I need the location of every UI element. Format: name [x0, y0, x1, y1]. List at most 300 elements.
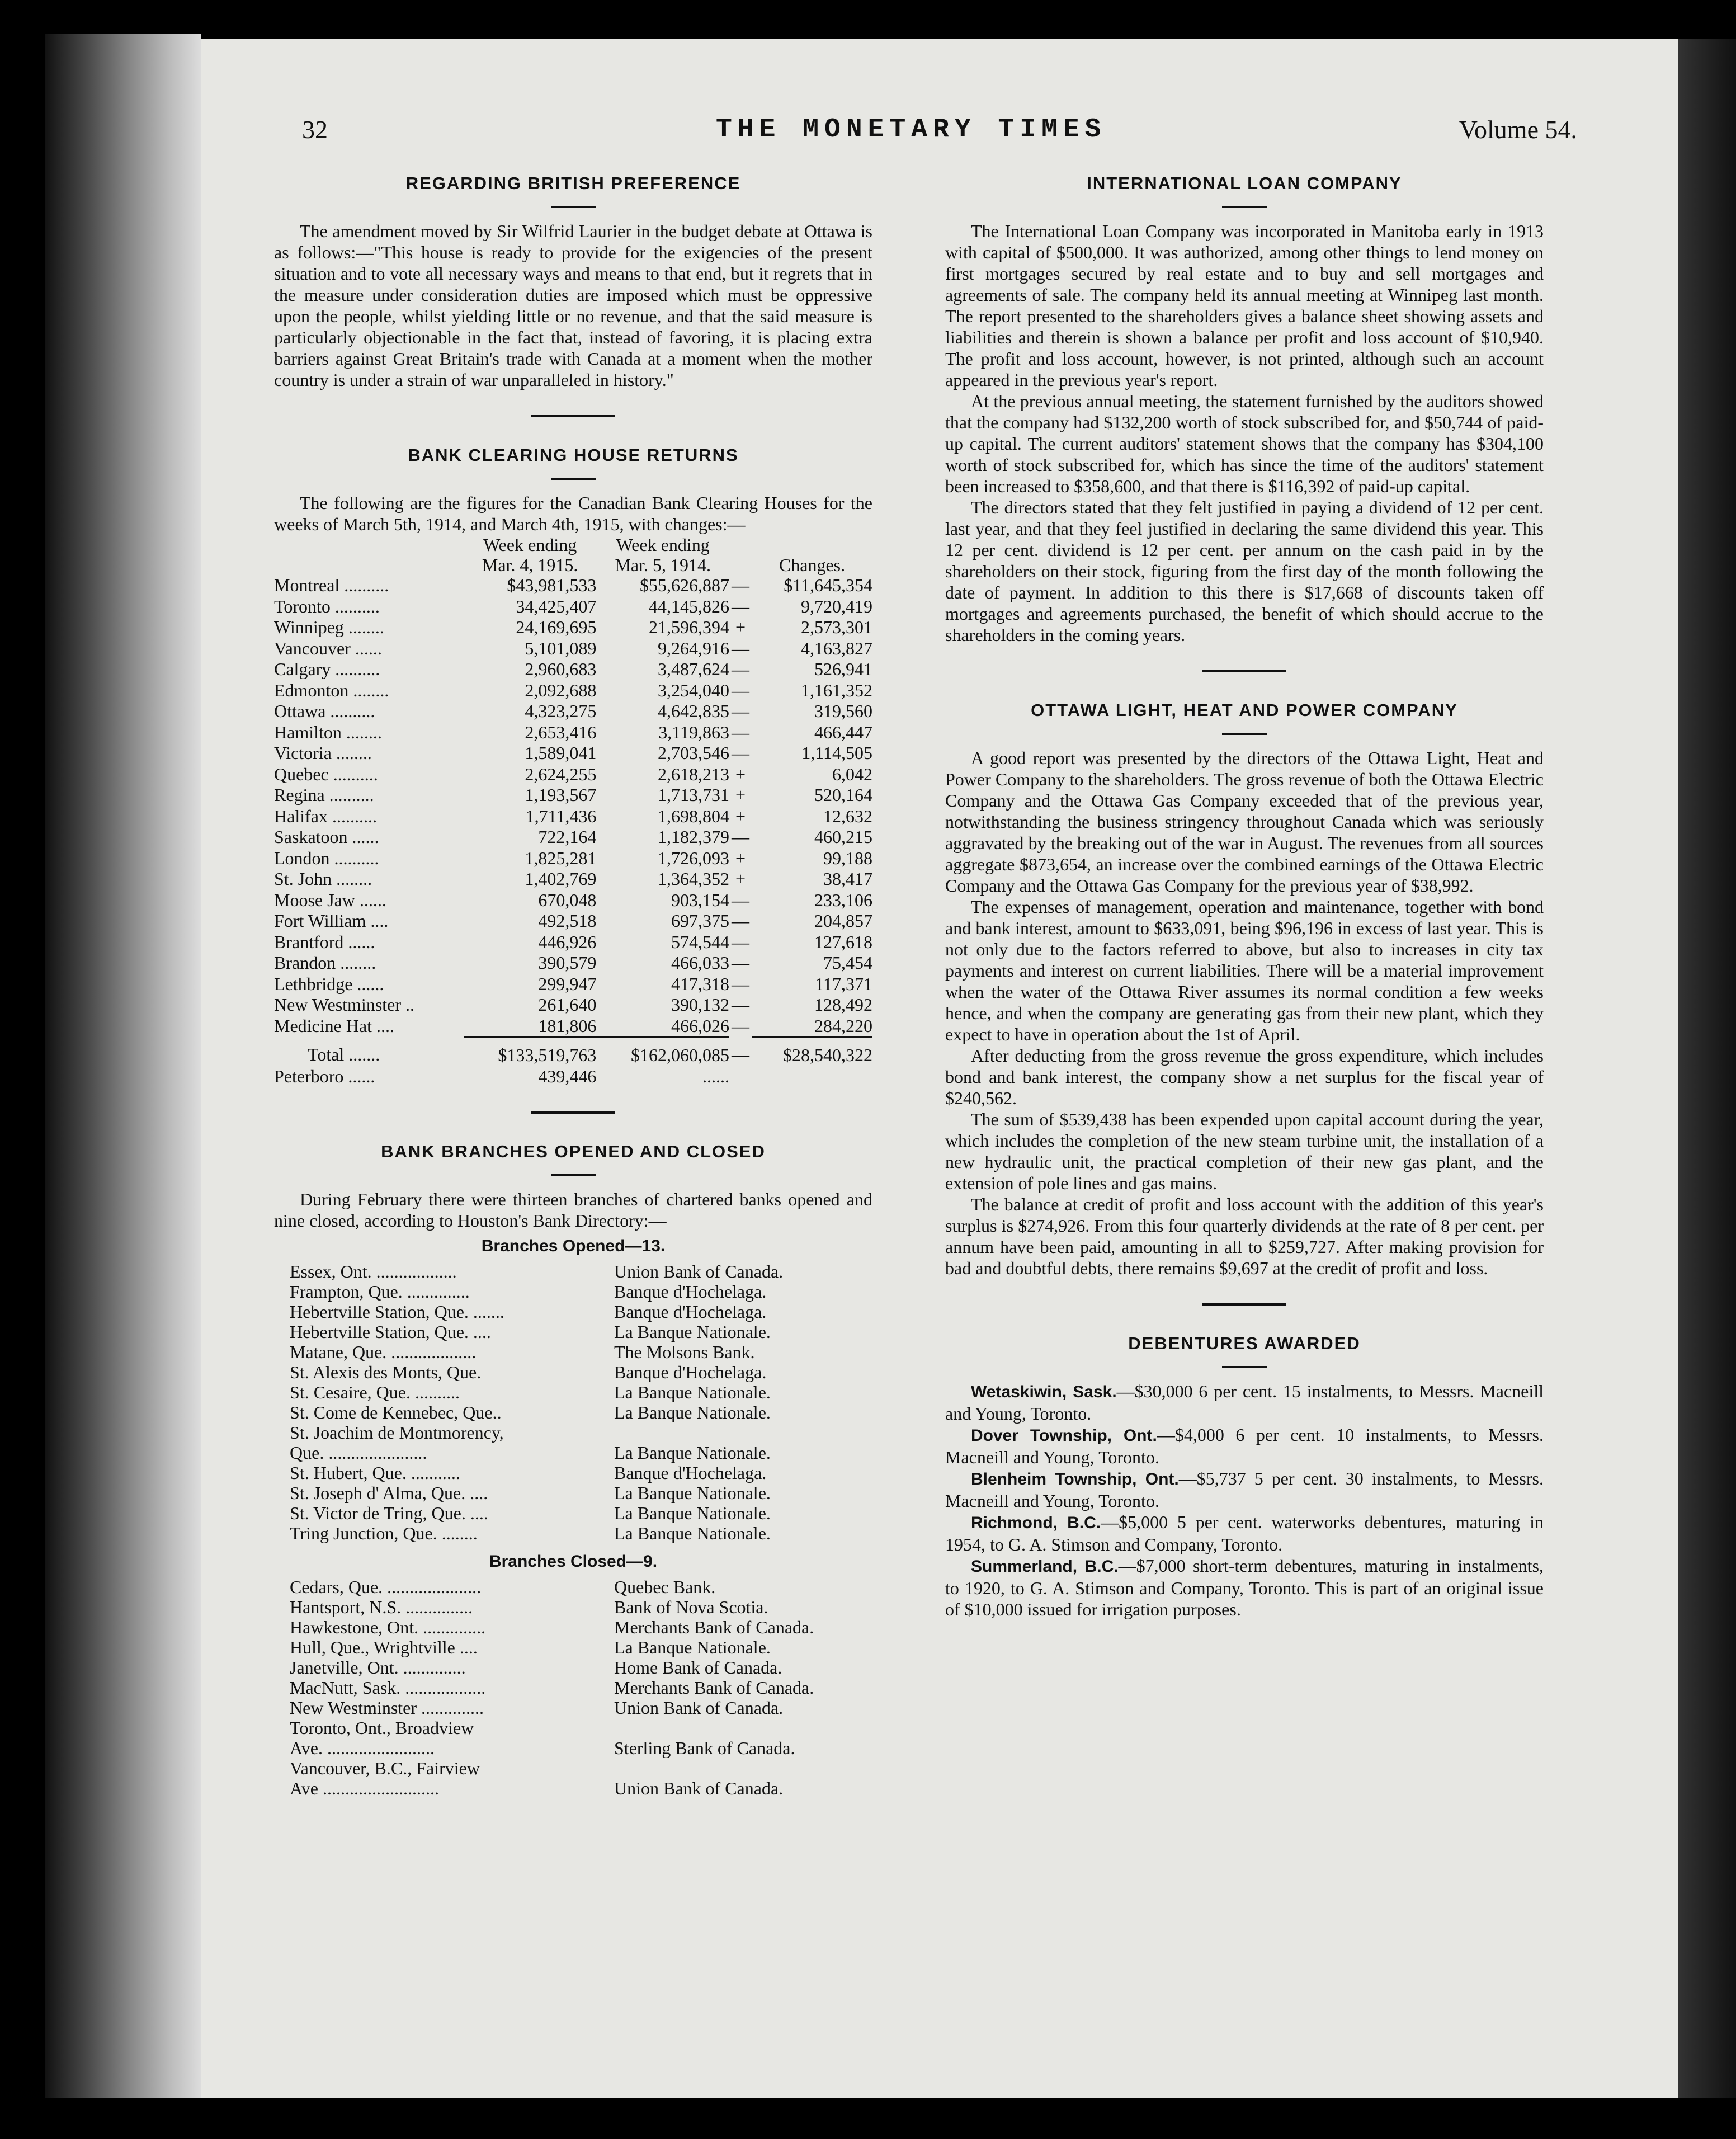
dot-leader: ........: [336, 869, 372, 889]
value-1914: 3,254,040: [658, 680, 729, 700]
branch-bank: La Banque Nationale.: [614, 1503, 771, 1523]
value-1914: 2,703,546: [658, 743, 729, 763]
debentures-list: [945, 1381, 1544, 1620]
branch-place: Ave. ........................: [290, 1738, 435, 1758]
city-cell: [274, 701, 464, 722]
city-cell: [274, 617, 464, 638]
change-sign: +: [735, 764, 746, 784]
heading-rule: [551, 1174, 596, 1176]
dot-leader: ........: [353, 680, 389, 700]
list-item: [274, 1302, 872, 1322]
list-item: [274, 1637, 872, 1657]
change-value: 204,857: [814, 911, 872, 931]
magazine-page: [201, 39, 1678, 2098]
change-value: 460,215: [814, 827, 872, 847]
table-row: [274, 848, 872, 869]
city-cell: [274, 932, 464, 953]
value-1914: 1,698,804: [658, 805, 729, 826]
debenture-text: —$5,737 5 per cent. 30 instalments, to Messrs. Macneill and Young, Toronto.: [945, 1468, 1544, 1511]
value-1914: 417,318: [671, 973, 729, 994]
list-item: [274, 1503, 872, 1523]
total-sign: —: [732, 1044, 749, 1065]
section-separator: [531, 1111, 615, 1114]
list-item: [274, 1483, 872, 1503]
dot-leader: ......: [348, 931, 375, 952]
value-1914: 1,364,352: [658, 869, 729, 889]
debenture-place: Dover Township, Ont.: [971, 1426, 1157, 1445]
branch-place: Cedars, Que. .....................: [290, 1577, 482, 1597]
change-sign: —: [732, 722, 749, 742]
col3-header: Changes.: [779, 555, 846, 575]
branch-place: St. Hubert, Que. ...........: [290, 1463, 460, 1483]
branch-place: Matane, Que. ...................: [290, 1342, 477, 1362]
value-1915: 299,947: [538, 973, 597, 994]
page-number: 32: [302, 115, 328, 144]
branch-place: St. Come de Kennebec, Que..: [290, 1402, 502, 1422]
change-value: 127,618: [814, 931, 872, 952]
debenture-item: [945, 1555, 1544, 1620]
value-1915: 1,193,567: [525, 785, 597, 805]
change-sign: —: [732, 995, 749, 1015]
value-1915: 2,960,683: [525, 659, 597, 679]
table-row: [274, 701, 872, 722]
city-cell: [274, 1016, 464, 1038]
city-name: St. John: [274, 869, 332, 889]
table-row: [274, 953, 872, 974]
value-1915: 492,518: [538, 911, 597, 931]
city-cell: [274, 785, 464, 806]
branch-bank: [614, 1718, 872, 1738]
branch-bank: [614, 1758, 872, 1778]
branch-place: Essex, Ont. ..................: [290, 1261, 457, 1281]
dot-leader: ......: [355, 638, 382, 658]
table-row: [274, 995, 872, 1016]
city-cell: [274, 596, 464, 618]
change-value: 38,417: [823, 869, 872, 889]
change-value: 319,560: [814, 701, 872, 721]
city-cell: [274, 806, 464, 827]
debenture-place: Blenheim Township, Ont.: [971, 1470, 1179, 1488]
branch-bank: Sterling Bank of Canada.: [614, 1738, 795, 1758]
city-cell: [274, 995, 464, 1016]
debenture-text: —$30,000 6 per cent. 15 instalments, to Messrs. Macneill and Young, Toronto.: [945, 1381, 1544, 1424]
british-preference-heading: REGARDING BRITISH PREFERENCE: [405, 173, 741, 193]
section-separator: [1202, 1303, 1286, 1306]
city-name: Edmonton: [274, 680, 349, 700]
value-1915: 34,425,407: [516, 596, 597, 616]
list-item: [274, 1422, 872, 1443]
value-1915: $43,981,533: [507, 575, 597, 595]
value-1915: 2,624,255: [525, 764, 597, 784]
peterboro-label: Peterboro: [274, 1066, 344, 1086]
table-total-row: [274, 1038, 872, 1066]
peterboro-1914: ......: [702, 1066, 729, 1086]
city-cell: [274, 575, 464, 596]
table-row: [274, 764, 872, 785]
city-cell: [274, 869, 464, 890]
dot-leader: ..: [405, 995, 415, 1015]
change-sign: +: [735, 869, 746, 889]
heading-rule: [1222, 206, 1267, 208]
city-cell: [274, 743, 464, 764]
city-name: Fort William: [274, 911, 366, 931]
branch-place: St. Joseph d' Alma, Que. ....: [290, 1483, 488, 1503]
city-cell: [274, 764, 464, 785]
total-label: Total: [308, 1044, 345, 1065]
change-value: 526,941: [814, 659, 872, 679]
value-1914: 21,596,394: [649, 617, 729, 637]
list-item: [274, 1758, 872, 1778]
list-item: [274, 1778, 872, 1798]
change-value: 4,163,827: [801, 638, 872, 658]
intl-loan-para-3: The directors stated that they felt justified in paying a dividend of 12 per cent. last year, and that they feel justified in declaring the same dividend this year. This 12 per cent. dividend is 12 per cent. per annum on the cash paid in by the shareholders on their stock, figuring from the first day of the month following the date of payment. In addition to this there is $17,668 of discounts taken off mortgages and agreements purchased, the benefit of which should accrue to the shareholders in the coming years.: [945, 497, 1544, 645]
city-name: Montreal: [274, 575, 340, 595]
city-cell: [274, 953, 464, 974]
debenture-item: [945, 1381, 1544, 1424]
branches-opened-list: [274, 1261, 872, 1543]
city-name: New Westminster: [274, 995, 402, 1015]
debenture-text: —$4,000 6 per cent. 10 instalments, to Messrs. Macneill and Young, Toronto.: [945, 1425, 1544, 1467]
change-sign: +: [735, 617, 746, 637]
table-row: [274, 890, 872, 911]
city-cell: [274, 974, 464, 995]
dot-leader: ....: [376, 1016, 395, 1036]
list-item: [274, 1443, 872, 1463]
branch-bank: La Banque Nationale.: [614, 1402, 771, 1422]
table-row: [274, 596, 872, 618]
page-edge: [1678, 39, 1736, 2098]
branch-bank: La Banque Nationale.: [614, 1322, 771, 1342]
change-sign: —: [732, 638, 749, 658]
change-value: 99,188: [823, 847, 872, 868]
volume-label: Volume 54.: [1459, 115, 1577, 144]
book-spine: [45, 34, 201, 2098]
clearing-house-heading: BANK CLEARING HOUSE RETURNS: [408, 445, 739, 465]
list-item: [274, 1718, 872, 1738]
value-1914: 574,544: [671, 931, 729, 952]
value-1914: 3,119,863: [658, 722, 729, 742]
dot-leader: ..........: [329, 785, 374, 805]
right-column: [945, 173, 1544, 1620]
dot-leader: ......: [357, 973, 384, 994]
heading-rule: [1222, 1366, 1267, 1368]
branch-place: Hebertville Station, Que. .......: [290, 1302, 504, 1322]
branches-closed-heading: Branches Closed—9.: [489, 1552, 658, 1571]
list-item: [274, 1617, 872, 1637]
table-row: [274, 1016, 872, 1038]
change-sign: +: [735, 785, 746, 805]
branch-place: MacNutt, Sask. ..................: [290, 1678, 486, 1698]
change-sign: +: [735, 805, 746, 826]
branch-place: St. Victor de Tring, Que. ....: [290, 1503, 488, 1523]
value-1915: 5,101,089: [525, 638, 597, 658]
total-1915: $133,519,763: [498, 1045, 597, 1065]
debenture-text: —$5,000 5 per cent. waterworks debentures, maturing in 1954, to G. A. Stimson and Company, Toronto.: [945, 1512, 1544, 1554]
value-1914: 1,182,379: [658, 827, 729, 847]
table-row: [274, 974, 872, 995]
value-1915: 446,926: [538, 931, 597, 952]
change-value: 1,161,352: [801, 680, 872, 700]
dot-leader: ..........: [330, 701, 375, 721]
total-change: $28,540,322: [783, 1045, 872, 1065]
city-cell: [274, 722, 464, 743]
branch-bank: La Banque Nationale.: [614, 1483, 771, 1503]
dot-leader: ..........: [333, 764, 378, 784]
value-1914: $55,626,887: [640, 575, 729, 595]
dot-leader: ..........: [335, 659, 380, 679]
change-value: 12,632: [823, 805, 872, 826]
city-name: Halifax: [274, 805, 328, 826]
city-name: Calgary: [274, 659, 331, 679]
debenture-place: Summerland, B.C.: [971, 1557, 1119, 1576]
branch-place: Hebertville Station, Que. ....: [290, 1322, 491, 1342]
branch-place: Hawkestone, Ont. ..............: [290, 1617, 486, 1637]
list-item: [274, 1463, 872, 1483]
city-name: Quebec: [274, 764, 329, 784]
value-1914: 2,618,213: [658, 764, 729, 784]
publication-title: THE MONETARY TIMES: [716, 115, 1107, 145]
value-1915: 24,169,695: [516, 617, 597, 637]
branches-opened-heading: Branches Opened—13.: [481, 1237, 666, 1255]
branch-place: Vancouver, B.C., Fairview: [290, 1758, 480, 1778]
debenture-place: Richmond, B.C.: [971, 1514, 1101, 1532]
table-row: [274, 722, 872, 743]
value-1914: 3,487,624: [658, 659, 729, 679]
col2-header-a: Week ending: [616, 535, 710, 555]
list-item: [274, 1261, 872, 1281]
table-row: [274, 785, 872, 806]
city-cell: [274, 911, 464, 932]
value-1914: 1,726,093: [658, 847, 729, 868]
ottawa-para-3: After deducting from the gross revenue the gross expenditure, which includes bond and bank interest, the company show a net surplus for the fiscal year of $240,562.: [945, 1045, 1544, 1108]
city-name: Ottawa: [274, 701, 326, 721]
debenture-text: —$7,000 short-term debentures, maturing in instalments, to 1920, to G. A. Stimson and Company, Toronto. This is part of an original issue of $10,000 issued for irrigation purposes.: [945, 1556, 1544, 1619]
clearing-house-table: [274, 535, 872, 1087]
branch-place: Ave ..........................: [290, 1778, 439, 1798]
city-name: Brandon: [274, 953, 336, 973]
city-name: Vancouver: [274, 638, 351, 658]
table-row: [274, 617, 872, 638]
table-row: [274, 575, 872, 596]
city-cell: [274, 638, 464, 659]
branch-place: St. Cesaire, Que. ..........: [290, 1382, 460, 1402]
branch-bank: Union Bank of Canada.: [614, 1261, 784, 1281]
intl-loan-para-1: The International Loan Company was incorporated in Manitoba early in 1913 with capital of $500,000. It was authorized, among other things to lend money on first mortgages secured by real estate and to buy and sell mortgages and agreements of sale. The company held its annual meeting at Winnipeg last month. The report presented to the shareholders gives a balance sheet showing assets and liabilities and therein is shown a balance per profit and loss account of $10,940. The profit and loss account, however, is not printed, although such an account appeared in the previous year's report.: [945, 221, 1544, 390]
list-item: [274, 1281, 872, 1302]
value-1914: 1,713,731: [658, 785, 729, 805]
branch-place: Janetville, Ont. ..............: [290, 1657, 466, 1678]
dot-leader: ........: [348, 617, 384, 637]
branch-place: New Westminster ..............: [290, 1698, 484, 1718]
branch-bank: The Molsons Bank.: [614, 1342, 755, 1362]
list-item: [274, 1657, 872, 1678]
branch-place: Hull, Que., Wrightville ....: [290, 1637, 478, 1657]
branch-place: Hantsport, N.S. ...............: [290, 1597, 473, 1617]
list-item: [274, 1738, 872, 1758]
dot-leader: ..........: [334, 596, 380, 616]
change-sign: —: [732, 1016, 749, 1036]
dot-leader: ......: [359, 889, 386, 910]
branch-bank: Banque d'Hochelaga.: [614, 1302, 767, 1322]
branch-bank: Merchants Bank of Canada.: [614, 1678, 814, 1698]
list-item: [274, 1382, 872, 1402]
branch-bank: La Banque Nationale.: [614, 1637, 771, 1657]
table-row: [274, 806, 872, 827]
value-1915: 390,579: [538, 953, 597, 973]
peterboro-row: [274, 1066, 872, 1087]
branches-closed-list: [274, 1577, 872, 1798]
dot-leader: ..........: [332, 805, 377, 826]
value-1915: 1,711,436: [525, 805, 597, 826]
value-1915: 181,806: [464, 1016, 597, 1038]
value-1915: 261,640: [538, 995, 597, 1015]
list-item: [274, 1342, 872, 1362]
value-1915: 2,092,688: [525, 680, 597, 700]
table-row: [274, 911, 872, 932]
heading-rule: [551, 206, 596, 208]
col1-header-b: Mar. 4, 1915.: [482, 555, 578, 575]
value-1915: 670,048: [538, 889, 597, 910]
branch-bank: Union Bank of Canada.: [614, 1698, 784, 1718]
dot-leader: ..........: [344, 575, 389, 595]
branch-bank: Banque d'Hochelaga.: [614, 1281, 767, 1302]
change-sign: —: [732, 889, 749, 910]
table-row: [274, 680, 872, 701]
change-value: 2,573,301: [801, 617, 872, 637]
city-name: Victoria: [274, 743, 332, 763]
change-sign: —: [732, 680, 749, 700]
table-row: [274, 932, 872, 953]
city-name: London: [274, 847, 330, 868]
city-cell: [274, 890, 464, 911]
change-sign: —: [732, 931, 749, 952]
intl-loan-heading: INTERNATIONAL LOAN COMPANY: [1087, 173, 1402, 193]
debenture-place: Wetaskiwin, Sask.: [971, 1383, 1117, 1401]
list-item: [274, 1402, 872, 1422]
city-name: Medicine Hat: [274, 1016, 372, 1036]
city-name: Toronto: [274, 596, 331, 616]
ottawa-para-4: The sum of $539,438 has been expended upon capital account during the year, which includes the completion of the new steam turbine unit, the installation of a new hydraulic unit, the practical completion of their new gas plant, and the extension of pole lines and gas mains.: [945, 1109, 1544, 1193]
value-1914: 44,145,826: [649, 596, 729, 616]
change-value: 284,220: [752, 1016, 872, 1038]
branch-place: Toronto, Ont., Broadview: [290, 1718, 474, 1738]
change-value: 233,106: [814, 889, 872, 910]
change-sign: —: [732, 973, 749, 994]
change-value: 6,042: [832, 764, 872, 784]
value-1914: 4,642,835: [658, 701, 729, 721]
list-item: [274, 1322, 872, 1342]
change-sign: —: [732, 659, 749, 679]
branch-bank: Merchants Bank of Canada.: [614, 1617, 814, 1637]
city-cell: [274, 848, 464, 869]
change-value: 520,164: [814, 785, 872, 805]
section-separator: [1202, 670, 1286, 672]
table-row: [274, 869, 872, 890]
branch-bank: [614, 1422, 872, 1443]
change-value: 9,720,419: [801, 596, 872, 616]
debenture-item: [945, 1468, 1544, 1511]
change-sign: —: [732, 596, 749, 616]
change-sign: —: [732, 953, 749, 973]
city-name: Lethbridge: [274, 973, 353, 994]
value-1915: 1,402,769: [525, 869, 597, 889]
change-sign: —: [732, 911, 749, 931]
city-cell: [274, 680, 464, 701]
branch-bank: La Banque Nationale.: [614, 1382, 771, 1402]
branch-place: St. Alexis des Monts, Que.: [290, 1362, 482, 1382]
value-1915: 4,323,275: [525, 701, 597, 721]
list-item: [274, 1362, 872, 1382]
change-sign: +: [735, 847, 746, 868]
value-1915: 1,589,041: [525, 743, 597, 763]
branch-bank: La Banque Nationale.: [614, 1523, 771, 1543]
branch-bank: Bank of Nova Scotia.: [614, 1597, 768, 1617]
city-name: Saskatoon: [274, 827, 348, 847]
value-1914: 390,132: [671, 995, 729, 1015]
city-name: Moose Jaw: [274, 889, 355, 910]
left-column: [274, 173, 872, 1798]
peterboro-leader: ......: [348, 1066, 375, 1086]
branch-bank: Union Bank of Canada.: [614, 1778, 784, 1798]
ottawa-para-5: The balance at credit of profit and loss account with the addition of this year's surplus is $274,926. From this four quarterly dividends at the rate of 8 per cent. per annum have been paid, amounting in all to $259,727. After making provision for bad and doubtful debts, there remains $9,697 at the credit of profit and loss.: [945, 1194, 1544, 1278]
change-value: 1,114,505: [801, 743, 872, 763]
change-value: 466,447: [814, 722, 872, 742]
ottawa-light-heading: OTTAWA LIGHT, HEAT AND POWER COMPANY: [1031, 700, 1458, 720]
city-name: Regina: [274, 785, 325, 805]
debenture-item: [945, 1424, 1544, 1468]
value-1915: 2,653,416: [525, 722, 597, 742]
value-1915: 722,164: [538, 827, 597, 847]
list-item: [274, 1698, 872, 1718]
branch-place: Que. ......................: [290, 1443, 427, 1463]
total-leader: .......: [348, 1044, 380, 1065]
value-1914: 9,264,916: [658, 638, 729, 658]
city-cell: [274, 659, 464, 680]
dot-leader: ......: [352, 827, 379, 847]
change-value: 75,454: [823, 953, 872, 973]
peterboro-1915: 439,446: [538, 1066, 597, 1086]
list-item: [274, 1523, 872, 1543]
branch-bank: Banque d'Hochelaga.: [614, 1463, 767, 1483]
heading-rule: [1222, 733, 1267, 735]
table-row: [274, 638, 872, 659]
change-sign: —: [732, 701, 749, 721]
branch-bank: Home Bank of Canada.: [614, 1657, 782, 1678]
ottawa-para-2: The expenses of management, operation and maintenance, together with bond and bank interest, amount to $633,091, being $96,196 in excess of last year. This is not only due to the factors referred to above, but also to increases in city tax payments and interest on current liabilities. There will be a material improvement when the water of the Ottawa River assumes its normal condition a few weeks hence, and when the company are generating gas from their new plant, which they expect to have in operation about the 1st of April.: [945, 897, 1544, 1044]
intl-loan-para-2: At the previous annual meeting, the statement furnished by the auditors showed that the company had $132,200 worth of stock subscribed for, and $50,744 of paid-up capital. The current auditors' statement shows that the company has $304,100 worth of stock subscribed for, which has since the time of the auditors' statement been increased to $358,600, and that there is $116,392 of paid-up capital.: [945, 391, 1544, 496]
change-sign: —: [732, 827, 749, 847]
change-value: 117,371: [815, 973, 872, 994]
table-row: [274, 743, 872, 764]
clearing-house-intro: The following are the figures for the Canadian Bank Clearing Houses for the weeks of March 5th, 1914, and March 4th, 1915, with changes:—: [274, 493, 872, 534]
british-preference-text: The amendment moved by Sir Wilfrid Laurier in the budget debate at Ottawa is as follows:—"This house is ready to provide for the exigencies of the present situation and to vote all necessary ways and means to that end, but it regrets that in the measure under consideration duties are imposed which must be oppressive upon the people, whilst yielding little or no revenue, and that the said measure is particularly objectionable in the fact that, instead of favoring, it is placing extra barriers against Great Britain's trade with Canada at a moment when the mother country is under a strain of war unparalleled in history.": [274, 221, 872, 390]
list-item: [274, 1678, 872, 1698]
change-sign: —: [732, 743, 749, 763]
dot-leader: ........: [336, 743, 372, 763]
change-sign: —: [732, 575, 749, 595]
dot-leader: ..........: [334, 847, 379, 868]
dot-leader: ........: [340, 953, 376, 973]
table-row: [274, 827, 872, 848]
value-1914: 697,375: [671, 911, 729, 931]
city-cell: [274, 827, 464, 848]
city-name: Hamilton: [274, 722, 342, 742]
dot-leader: ........: [346, 722, 382, 742]
value-1915: 1,825,281: [525, 847, 597, 868]
bank-branches-intro: During February there were thirteen branches of chartered banks opened and nine closed, according to Houston's Bank Directory:—: [274, 1189, 872, 1231]
branch-bank: La Banque Nationale.: [614, 1443, 771, 1463]
list-item: [274, 1597, 872, 1617]
